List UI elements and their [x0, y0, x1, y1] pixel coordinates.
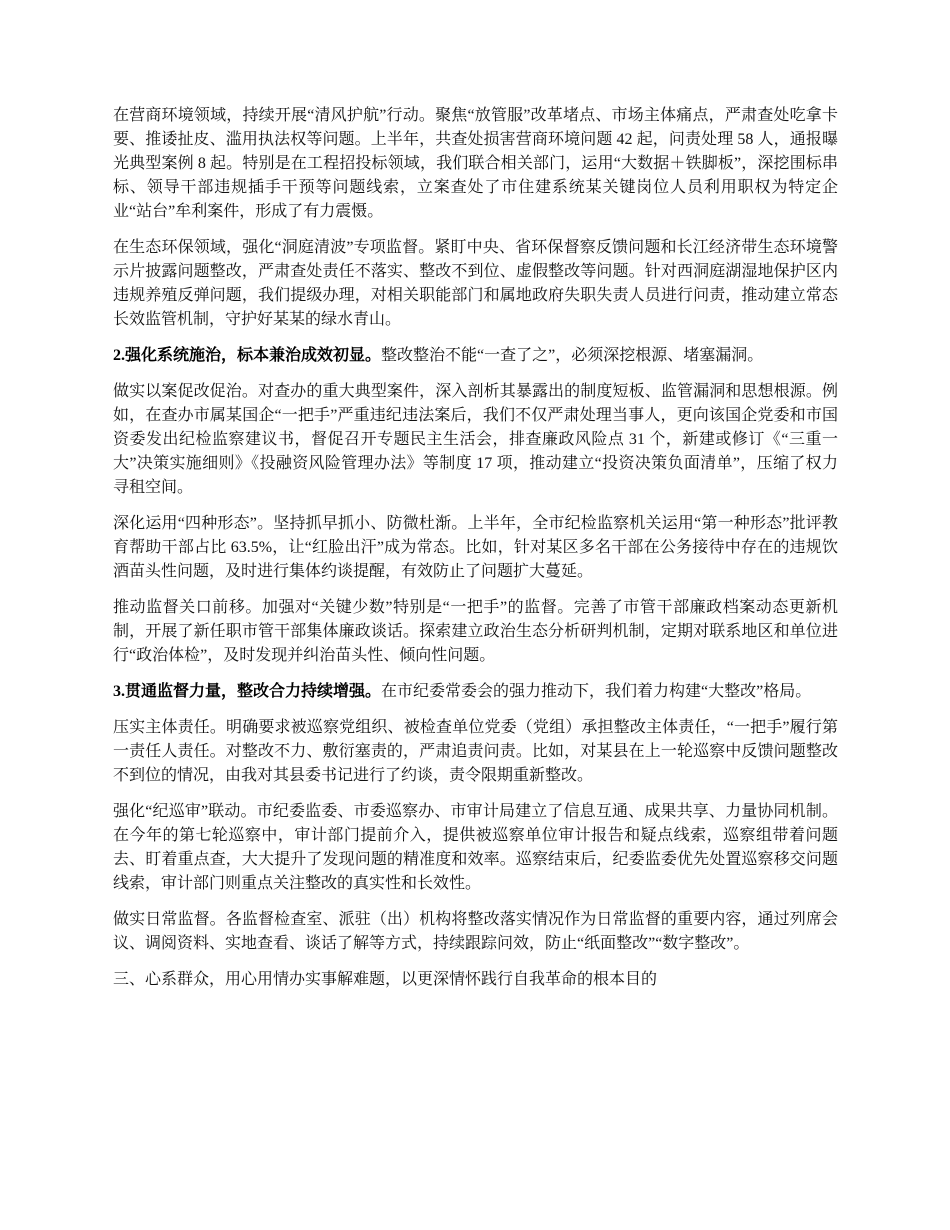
paragraph — [113, 716, 838, 788]
paragraph — [113, 104, 838, 224]
paragraph-text: 做实日常监督。各监督检查室、派驻（出）机构将整改落实情况作为日常监督的重要内容，通过列席会议、调阅资料、实地查看、谈话了解等方式，持续跟踪问效，防止“纸面整改”“数字整改”。 — [113, 911, 838, 952]
paragraph — [113, 800, 838, 896]
paragraph-lead: 3.贯通监督力量，整改合力持续增强。 — [113, 683, 382, 700]
paragraph-numbered-heading — [113, 680, 838, 704]
paragraph-text: 在营商环境领域，持续开展“清风护航”行动。聚焦“放管服”改革堵点、市场主体痛点，严肃查处吃拿卡要、推诿扯皮、滥用执法权等问题。上半年，共查处损害营商环境问题 42 起，问责处理 58 人，通报曝光典型案例 8 起。特别是在工程招投标领域，我们联合相关部门，运用“大数据＋铁脚板”，深挖围标串标、领导干部违规插手干预等问题线索，立案查处了市住建系统某关键岗位人员利用职权为特定企业“站台”牟利案件，形成了有力震慑。 — [113, 107, 838, 220]
paragraph-text: 做实以案促改促治。对查办的重大典型案件，深入剖析其暴露出的制度短板、监管漏洞和思想根源。例如，在查办市属某国企“一把手”严重违纪违法案后，我们不仅严肃处理当事人，更向该国企党委和市国资委发出纪检监察建议书，督促召开专题民主生活会，排查廉政风险点 31 个，新建或修订《“三重一大”决策实施细则》《投融资风险管理办法》等制度 17 项，推动建立“投资决策负面清单”，压缩了权力寻租空间。 — [113, 383, 838, 496]
paragraph-text: 整改整治不能“一查了之”，必须深挖根源、堵塞漏洞。 — [381, 347, 764, 364]
paragraph — [113, 596, 838, 668]
paragraph-text: 在生态环保领域，强化“洞庭清波”专项监督。紧盯中央、省环保督察反馈问题和长江经济带生态环境警示片披露问题整改，严肃查处责任不落实、整改不到位、虚假整改等问题。针对西洞庭湖湿地保护区内违规养殖反弹问题，我们提级办理，对相关职能部门和属地政府失职失责人员进行问责，推动建立常态长效监管机制，守护好某某的绿水青山。 — [113, 239, 838, 328]
paragraph-text: 推动监督关口前移。加强对“关键少数”特别是“一把手”的监督。完善了市管干部廉政档案动态更新机制，开展了新任职市管干部集体廉政谈话。探索建立政治生态分析研判机制，定期对联系地区和单位进行“政治体检”，及时发现并纠治苗头性、倾向性问题。 — [113, 599, 838, 664]
paragraph-text: 三、心系群众，用心用情办实事解难题，以更深情怀践行自我革命的根本目的 — [113, 971, 658, 988]
paragraph — [113, 908, 838, 956]
paragraph-text: 压实主体责任。明确要求被巡察党组织、被检查单位党委（党组）承担整改主体责任，“一把手”履行第一责任人责任。对整改不力、敷衍塞责的，严肃追责问责。比如，对某县在上一轮巡察中反馈问题整改不到位的情况，由我对其县委书记进行了约谈，责令限期重新整改。 — [113, 719, 838, 784]
paragraph — [113, 380, 838, 500]
paragraph-text: 在市纪委常委会的强力推动下，我们着力构建“大整改”格局。 — [381, 683, 812, 700]
paragraph — [113, 512, 838, 584]
paragraph-numbered-heading — [113, 344, 838, 368]
paragraph-text: 强化“纪巡审”联动。市纪委监委、市委巡察办、市审计局建立了信息互通、成果共享、力量协同机制。在今年的第七轮巡察中，审计部门提前介入，提供被巡察单位审计报告和疑点线索，巡察组带着问题去、盯着重点查，大大提升了发现问题的精准度和效率。巡察结束后，纪委监委优先处置巡察移交问题线索，审计部门则重点关注整改的真实性和长效性。 — [113, 803, 838, 892]
paragraph-text: 深化运用“四种形态”。坚持抓早抓小、防微杜渐。上半年，全市纪检监察机关运用“第一种形态”批评教育帮助干部占比 63.5%，让“红脸出汗”成为常态。比如，针对某区多名干部在公务接待中存在的违规饮酒苗头性问题，及时进行集体约谈提醒，有效防止了问题扩大蔓延。 — [113, 515, 838, 580]
paragraph-lead: 2.强化系统施治，标本兼治成效初显。 — [113, 347, 382, 364]
paragraph — [113, 236, 838, 332]
paragraph-section-heading — [113, 968, 838, 992]
